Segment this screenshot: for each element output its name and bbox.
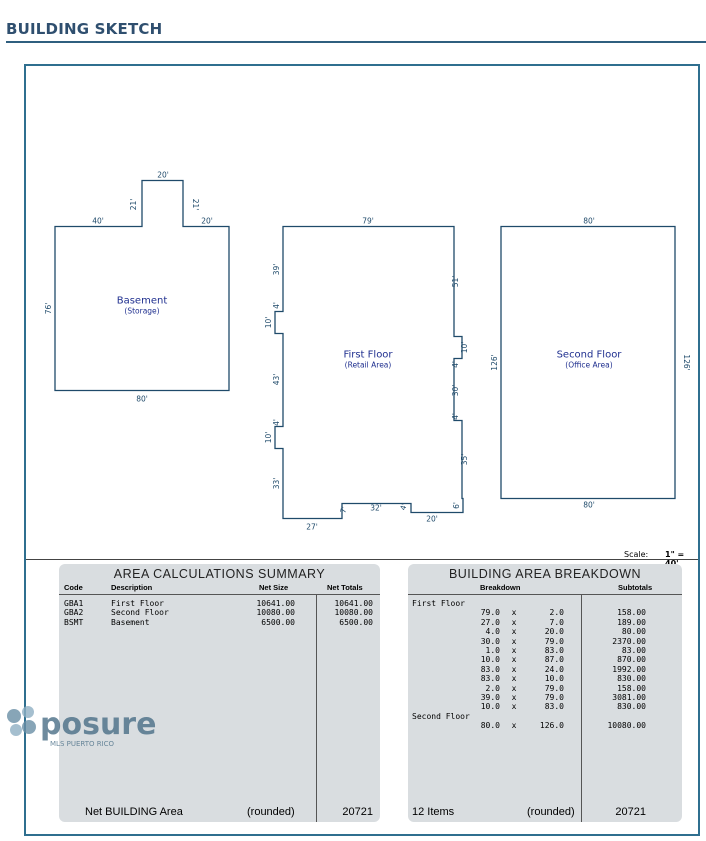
title-underline [6, 41, 706, 43]
breakdown-item-count: 12 Items [412, 806, 455, 818]
first-floor-use: (Retail Area) [344, 360, 392, 370]
first-floor-dim-r3: 4' [451, 361, 460, 368]
first-floor-dim-l3: 10' [264, 316, 273, 329]
breakdown-factor-a: 80.0 [480, 721, 500, 731]
second-floor-dim-right: 126' [682, 354, 691, 371]
breakdown-subtotal: 158.00 [617, 608, 646, 618]
breakdown-factor-b: 87.0 [544, 655, 564, 665]
watermark-brand: posure [40, 707, 157, 742]
second-floor-use: (Office Area) [565, 360, 613, 370]
first-floor-dim-r6: 35' [460, 453, 469, 466]
first-floor-dim-b1: 27' [306, 522, 318, 532]
breakdown-factor-b: 10.0 [544, 674, 564, 684]
breakdown-factor-b: 126.0 [539, 721, 564, 731]
breakdown-subtotal: 158.00 [617, 683, 646, 693]
breakdown-group-label: Second Floor [412, 711, 470, 721]
scale-label: Scale: [624, 550, 649, 559]
first-floor-outline [275, 227, 463, 519]
first-floor-dim-l4: 43' [272, 373, 281, 386]
breakdown-factor-b: 83.0 [544, 646, 564, 655]
area-row-net-total: 10641.00 [334, 599, 373, 608]
breakdown-multiply: x [511, 608, 517, 618]
col-code: Code [64, 583, 83, 592]
breakdown-factor-b: 7.0 [549, 617, 564, 627]
basement-dim-left: 76' [44, 302, 53, 315]
first-floor-dim-r7: 6' [452, 502, 461, 509]
first-floor-dim-l6: 10' [264, 431, 273, 444]
breakdown-multiply: x [511, 683, 517, 693]
sketch-separator [26, 559, 698, 560]
breakdown-group-label: First Floor [412, 599, 465, 608]
breakdown-factor-b: 83.0 [544, 702, 564, 712]
breakdown-multiply: x [511, 646, 517, 655]
second-floor-dim-bottom: 80' [583, 500, 595, 510]
first-floor-dim-b4: 4' [398, 502, 409, 512]
breakdown-subtotal: 1992.00 [612, 664, 646, 674]
area-row-net-size: 6500.00 [261, 617, 295, 627]
basement-use: (Storage) [124, 306, 160, 316]
area-summary-rounded: (rounded) [247, 806, 295, 818]
breakdown-factor-b: 24.0 [544, 664, 564, 674]
breakdown-multiply: x [511, 636, 517, 646]
basement-dim-bottom: 80' [136, 394, 148, 404]
first-floor-label: First Floor [343, 349, 393, 361]
first-floor-dim-l1: 39' [272, 263, 281, 276]
page-title: BUILDING SKETCH [6, 20, 163, 38]
second-floor-label: Second Floor [556, 349, 622, 361]
breakdown-factor-a: 30.0 [480, 636, 500, 646]
breakdown-factor-a: 27.0 [480, 617, 500, 627]
first-floor-dim-r1: 51' [451, 275, 460, 288]
breakdown-factor-a: 79.0 [480, 608, 500, 618]
first-floor-dim-l7: 33' [272, 477, 281, 490]
breakdown-factor-a: 2.0 [485, 683, 500, 693]
second-floor-dim-top: 80' [583, 216, 595, 226]
area-row-description: Basement [111, 617, 150, 627]
breakdown-factor-a: 1.0 [485, 646, 500, 655]
first-floor-dim-b3: 32' [370, 503, 382, 513]
col-net-size: Net Size [259, 583, 289, 592]
watermark-sub: MLS PUERTO RICO [50, 740, 115, 748]
breakdown-factor-a: 83.0 [480, 674, 500, 684]
building-sketch-drawing [26, 66, 698, 626]
area-row-net-total: 10080.00 [334, 608, 373, 618]
area-row-net-size: 10641.00 [256, 599, 295, 608]
breakdown-multiply: x [511, 693, 517, 702]
breakdown-factor-b: 79.0 [544, 693, 564, 702]
first-floor-dim-b5: 20' [426, 514, 438, 524]
xposure-watermark-logo [2, 700, 192, 760]
first-floor-dim-l5: 4' [272, 419, 281, 426]
area-summary-title: AREA CALCULATIONS SUMMARY [113, 567, 326, 581]
breakdown-multiply: x [511, 721, 517, 731]
col-description: Description [111, 583, 153, 592]
breakdown-multiply: x [511, 664, 517, 674]
area-row-net-total: 6500.00 [339, 617, 373, 627]
second-floor-dim-left: 126' [490, 354, 499, 371]
col-breakdown: Breakdown [480, 583, 521, 592]
breakdown-factor-a: 39.0 [480, 693, 500, 702]
breakdown-factor-a: 4.0 [485, 627, 500, 637]
scale-value: 1" = [665, 550, 685, 559]
net-building-area-total: 20721 [342, 806, 373, 818]
breakdown-subtotal: 10080.00 [607, 721, 646, 731]
area-row-code: GBA2 [64, 608, 84, 618]
area-breakdown-title: BUILDING AREA BREAKDOWN [448, 567, 642, 581]
breakdown-multiply: x [511, 655, 517, 665]
first-floor-dim-r2: 10' [460, 341, 469, 354]
basement-dim-notch-top: 20' [157, 170, 169, 180]
area-row-net-size: 10080.00 [256, 608, 295, 618]
breakdown-subtotal: 189.00 [617, 617, 646, 627]
area-row-description: First Floor [111, 599, 164, 608]
area-breakdown-header-rule [408, 594, 682, 595]
breakdown-subtotal: 3081.00 [612, 693, 646, 702]
basement-label: Basement [116, 295, 168, 307]
breakdown-multiply: x [511, 702, 517, 712]
breakdown-factor-a: 10.0 [480, 702, 500, 712]
net-building-area-label: Net BUILDING Area [85, 806, 183, 818]
first-floor-dim-l2: 4' [272, 302, 281, 309]
breakdown-subtotal: 2370.00 [612, 636, 646, 646]
area-row-code: GBA1 [64, 599, 84, 608]
breakdown-factor-b: 79.0 [544, 636, 564, 646]
basement-outline [55, 181, 229, 391]
breakdown-multiply: x [511, 674, 517, 684]
basement-dim-notch-right: 21' [191, 198, 200, 211]
breakdown-subtotal: 80.00 [621, 627, 646, 637]
basement-dim-top-left: 40' [92, 216, 104, 226]
breakdown-subtotal: 830.00 [617, 674, 646, 684]
breakdown-factor-a: 10.0 [480, 655, 500, 665]
first-floor-dim-r4: 30' [451, 384, 460, 397]
area-breakdown-panel [408, 564, 682, 822]
breakdown-rounded: (rounded) [527, 806, 575, 818]
breakdown-multiply: x [511, 627, 517, 637]
breakdown-factor-b: 2.0 [549, 608, 564, 618]
area-summary-column-divider [316, 594, 317, 822]
first-floor-dim-r5: 4' [451, 413, 460, 420]
breakdown-factor-b: 79.0 [544, 683, 564, 693]
breakdown-multiply: x [511, 617, 517, 627]
first-floor-dim-b2: 7' [338, 505, 349, 515]
area-row-code: BSMT [64, 617, 84, 627]
breakdown-subtotal: 83.00 [621, 646, 646, 655]
area-row-description: Second Floor [111, 608, 169, 618]
first-floor-dim-top: 79' [362, 216, 374, 226]
breakdown-factor-b: 20.0 [544, 627, 564, 637]
col-subtotals: Subtotals [618, 583, 653, 592]
area-breakdown-column-divider [581, 594, 582, 822]
basement-dim-top-right: 20' [201, 216, 213, 226]
area-summary-header-rule [59, 594, 380, 595]
area-summary-panel [59, 564, 380, 822]
breakdown-total: 20721 [615, 806, 646, 818]
breakdown-factor-a: 83.0 [480, 664, 500, 674]
breakdown-subtotal: 870.00 [617, 655, 646, 665]
breakdown-subtotal: 830.00 [617, 702, 646, 712]
col-net-totals: Net Totals [327, 583, 363, 592]
basement-dim-notch-left: 21' [129, 198, 138, 211]
